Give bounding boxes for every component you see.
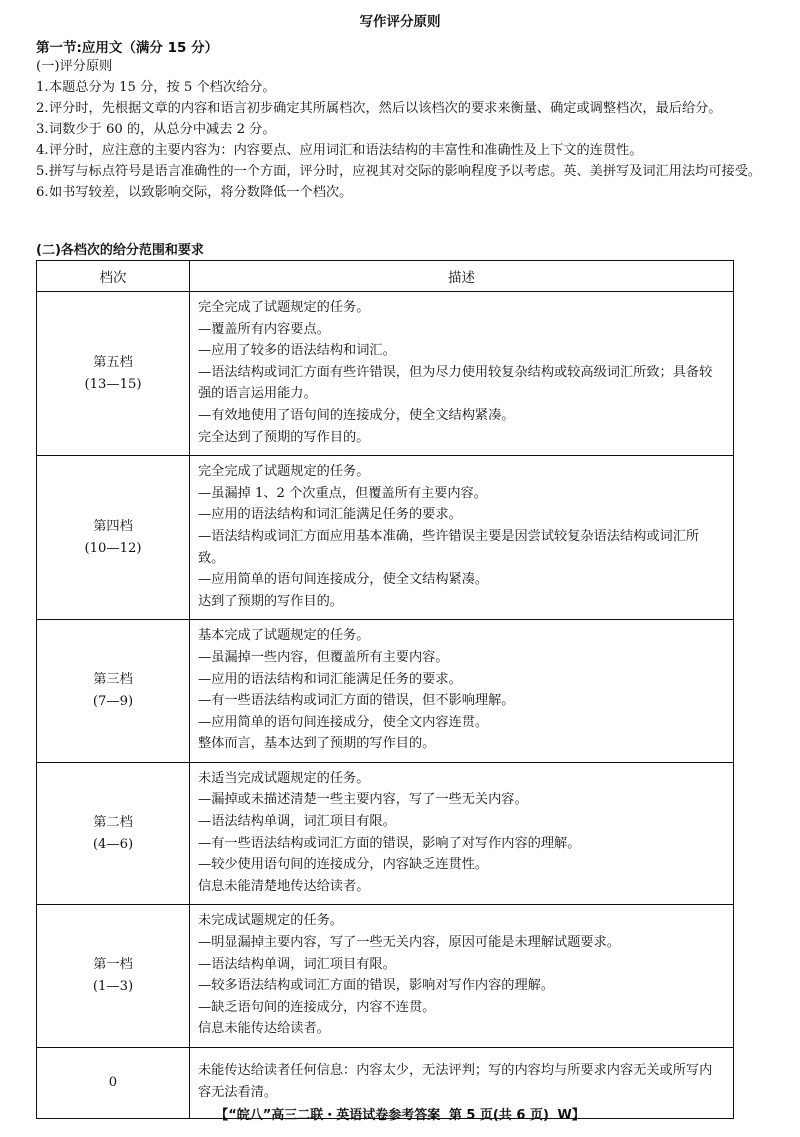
rule-item xyxy=(36,98,771,119)
grade-level: 第三档 xyxy=(93,672,133,688)
rule-text: 评分时，应注意的主要内容为：内容要点、应用词汇和语法结构的丰富性和准确性及上下文的连贯性。 xyxy=(49,143,643,158)
section-heading: 第一节:应用文（满分 15 分） xyxy=(36,40,219,56)
rule-number: 1. xyxy=(36,80,49,95)
description-line: —覆盖所有内容要点。 xyxy=(198,321,330,337)
description-line: —应用的语法结构和词汇能满足任务的要求。 xyxy=(198,671,462,687)
table-row xyxy=(37,292,734,456)
table-row xyxy=(37,456,734,620)
description-line: 基本完成了试题规定的任务。 xyxy=(198,628,370,644)
column-header-description: 描述 xyxy=(190,261,734,292)
grade-level: 第二档 xyxy=(93,814,133,830)
description-line: 完全完成了试题规定的任务。 xyxy=(198,300,370,315)
grade-level: 0 xyxy=(108,1075,118,1090)
description-line: 整体而言，基本达到了预期的写作目的。 xyxy=(198,736,436,752)
footer-exam-name: 【“皖八”高三二联・英语试卷参考答案 xyxy=(215,1108,441,1123)
column-header-level: 档次 xyxy=(37,261,190,292)
description-line: 达到了预期的写作目的。 xyxy=(198,593,344,609)
grade-score-range: (13—15) xyxy=(84,376,142,392)
description-line: —虽漏掉 1、2 个次重点，但覆盖所有主要内容。 xyxy=(198,485,487,501)
rules-list xyxy=(36,77,771,203)
grade-description-cell xyxy=(190,905,734,1048)
rules-heading: (一)评分原则 xyxy=(36,59,113,74)
grade-description-cell xyxy=(190,762,734,905)
rule-item xyxy=(36,119,771,140)
grading-table xyxy=(36,260,734,1119)
grade-description-cell xyxy=(190,620,734,763)
description-line: 信息未能传达给读者。 xyxy=(198,1021,330,1037)
description-line: —较少使用语句间的连接成分，内容缺乏连贯性。 xyxy=(198,857,489,873)
description-line: 完全完成了试题规定的任务。 xyxy=(198,464,370,480)
grade-level-cell xyxy=(37,762,190,905)
description-line: —明显漏掉主要内容，写了一些无关内容，原因可能是未理解试题要求。 xyxy=(198,935,620,951)
grade-score-range: (10—12) xyxy=(84,540,142,556)
description-line: —缺乏语句间的连接成分，内容不连贯。 xyxy=(198,999,436,1015)
table-row xyxy=(37,620,734,763)
table-row xyxy=(37,762,734,905)
description-line: —较多语法结构或词汇方面的错误，影响对写作内容的理解。 xyxy=(198,978,555,994)
grade-level-cell xyxy=(37,905,190,1048)
description-line: —语法结构或词汇方面有些许错误，但为尽力使用较复杂结构或较高级词汇所致；具备较强的语言运用能力。 xyxy=(198,364,713,402)
description-line: —应用的语法结构和词汇能满足任务的要求。 xyxy=(198,507,462,523)
footer-code: W】 xyxy=(557,1108,585,1123)
description-line: —语法结构单调，词汇项目有限。 xyxy=(198,956,396,972)
grade-level-cell xyxy=(37,292,190,456)
rule-item xyxy=(36,182,771,203)
rule-text: 如书写较差，以致影响交际，将分数降低一个档次。 xyxy=(49,185,353,200)
grade-level: 第四档 xyxy=(93,518,133,534)
description-line: —应用了较多的语法结构和词汇。 xyxy=(198,343,396,359)
description-line: 未能传达给读者任何信息：内容太少，无法评判；写的内容均与所要求内容无关或所写内容无法看清。 xyxy=(198,1063,713,1100)
grade-score-range: (7—9) xyxy=(92,694,134,710)
table-header-row xyxy=(37,261,734,292)
page-footer xyxy=(0,1104,800,1123)
rule-number: 5. xyxy=(36,164,49,179)
description-line: —有一些语法结构或词汇方面的错误，但不影响理解。 xyxy=(198,693,515,709)
grade-level-cell xyxy=(37,620,190,763)
rule-number: 4. xyxy=(36,143,49,158)
grade-level-cell xyxy=(37,456,190,620)
grade-description-cell xyxy=(190,292,734,456)
description-line: —有一些语法结构或词汇方面的错误，影响了对写作内容的理解。 xyxy=(198,835,581,851)
description-line: —应用简单的语句间连接成分，使全文内容连贯。 xyxy=(198,714,489,730)
grade-score-range: (4—6) xyxy=(92,836,134,852)
description-line: —应用简单的语句间连接成分，使全文结构紧凑。 xyxy=(198,572,489,588)
table-row xyxy=(37,905,734,1048)
description-line: 未适当完成试题规定的任务。 xyxy=(198,770,370,786)
table-heading: (二)各档次的给分范围和要求 xyxy=(36,243,204,258)
grade-description-cell xyxy=(190,456,734,620)
page-title: 写作评分原则 xyxy=(359,14,441,30)
description-line: —语法结构或词汇方面应用基本准确，些许错误主要是因尝试较复杂语法结构或词汇所致。 xyxy=(198,528,700,566)
description-line: —语法结构单调，词汇项目有限。 xyxy=(198,814,396,830)
grade-score-range: (1—3) xyxy=(92,979,134,995)
description-line: 未完成试题规定的任务。 xyxy=(198,913,344,929)
rule-item xyxy=(36,77,771,98)
description-line: 信息未能清楚地传达给读者。 xyxy=(198,878,370,894)
scoring-rules xyxy=(36,56,771,203)
description-line: —漏掉或未描述清楚一些主要内容，写了一些无关内容。 xyxy=(198,792,528,808)
description-line: —有效地使用了语句间的连接成分，使全文结构紧凑。 xyxy=(198,407,515,423)
description-line: —虽漏掉一些内容，但覆盖所有主要内容。 xyxy=(198,649,449,665)
rule-item xyxy=(36,140,771,161)
description-line: 完全达到了预期的写作目的。 xyxy=(198,429,370,445)
grade-level: 第五档 xyxy=(93,354,133,370)
rule-number: 3. xyxy=(36,122,49,137)
grade-level: 第一档 xyxy=(93,957,133,973)
footer-page-number: 第 5 页(共 6 页) xyxy=(448,1108,549,1123)
rule-number: 6. xyxy=(36,185,49,200)
rule-text: 本题总分为 15 分，按 5 个档次给分。 xyxy=(49,80,276,95)
rule-text: 拼写与标点符号是语言准确性的一个方面，评分时，应视其对交际的影响程度予以考虑。英、美拼写及词汇用法均可接受。 xyxy=(49,164,762,179)
rule-item xyxy=(36,161,771,182)
rule-number: 2. xyxy=(36,101,49,116)
rule-text: 词数少于 60 的，从总分中减去 2 分。 xyxy=(49,122,276,137)
rule-text: 评分时，先根据文章的内容和语言初步确定其所属档次，然后以该档次的要求来衡量、确定或调整档次，最后给分。 xyxy=(49,101,722,116)
